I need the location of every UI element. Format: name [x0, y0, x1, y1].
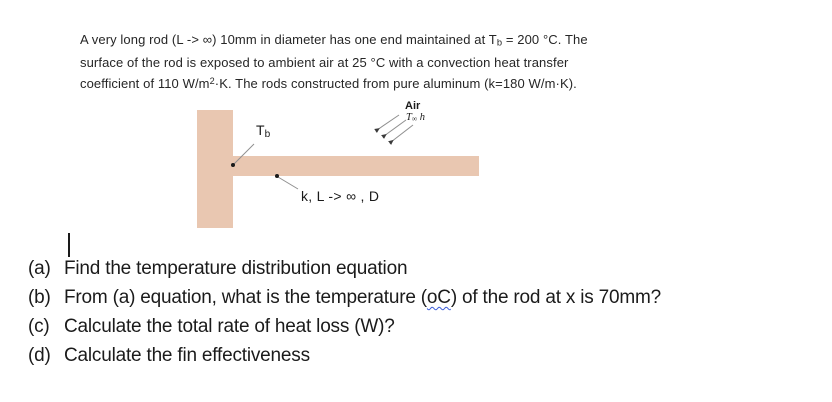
question-d-label: (d) [28, 345, 51, 366]
question-b-text: From (a) equation, what is the temperature (oC) of the rod at x is 70mm? [64, 287, 662, 308]
question-c-text: Calculate the total rate of heat loss (W)? [64, 316, 395, 337]
superscript-2: 2 [209, 75, 215, 86]
air-label: Air [405, 100, 421, 112]
question-b-label: (b) [28, 287, 51, 308]
problem-line-2: surface of the rod is exposed to ambient air at 25 °C with a convection heat transfer [80, 54, 569, 70]
question-list [28, 254, 808, 370]
rod-shape [233, 156, 479, 176]
question-a-label: (a) [28, 258, 51, 279]
subscript-b: b [496, 37, 503, 48]
question-c [28, 312, 808, 341]
problem-line-1: A very long rod (L -> ∞) 10mm in diameter has one end maintained at $T_b = 200$ °C. The [80, 32, 588, 48]
question-a [28, 254, 808, 283]
spellcheck-flagged-word[interactable]: oC [426, 287, 451, 308]
question-b [28, 283, 808, 312]
base-temperature-label: $T_b$ [256, 122, 271, 141]
wall-shape [197, 110, 233, 228]
problem-line-3: coefficient of 110 $W/m^2\cdot K$. The rods constructed from pure aluminum (k=180 W/m·K). [80, 75, 577, 91]
rod-properties-label: k, L -> ∞ , D [301, 188, 380, 204]
question-a-text: Find the temperature distribution equation [64, 258, 408, 279]
question-c-label: (c) [28, 316, 50, 337]
question-d-text: Calculate the fin effectiveness [64, 345, 310, 366]
question-d [28, 341, 808, 370]
ambient-conditions-label: $T_\infty$ h [406, 112, 425, 124]
problem-statement [80, 30, 640, 93]
